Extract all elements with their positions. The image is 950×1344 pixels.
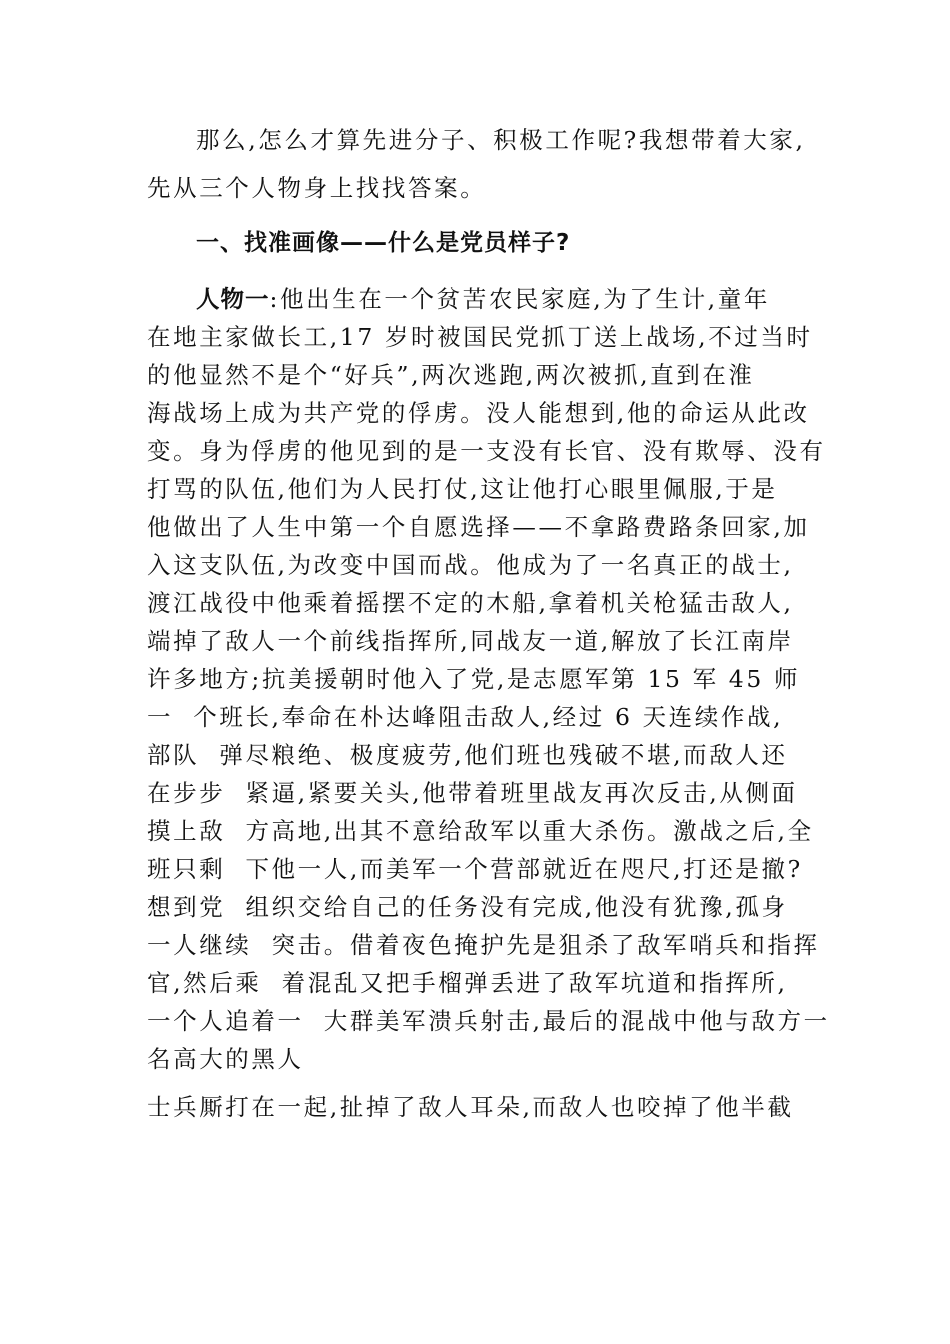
intro-line-1: 那么,怎么才算先进分子、积极工作呢?我想带着大家, [196, 126, 806, 154]
person1-line: 名高大的黑人 [147, 1045, 304, 1073]
person1-line: 的他显然不是个“好兵”,两次逃跑,两次被抓,直到在淮 [147, 361, 755, 389]
person1-line: 渡江战役中他乘着摇摆不定的木船,拿着机关枪猛击敌人, [147, 589, 794, 617]
person1-line: 许多地方;抗美援朝时他入了党,是志愿军第 15 军 45 师 [147, 665, 801, 693]
person1-line: 一个人追着一 大群美军溃兵射击,最后的混战中他与敌方一 [147, 1007, 830, 1035]
person1-line: 打骂的队伍,他们为人民打仗,这让他打心眼里佩服,于是 [147, 475, 778, 503]
person1-line: 一 个班长,奉命在朴达峰阻击敌人,经过 6 天连续作战, [147, 703, 784, 731]
person1-line-1 [196, 284, 817, 314]
person1-line: 变。身为俘虏的他见到的是一支没有长官、没有欺辱、没有 [147, 437, 826, 465]
person1-line-1-text: :他出生在一个贫苦农民家庭,为了生计,童年 [269, 285, 770, 313]
person1-line: 端掉了敌人一个前线指挥所,同战友一道,解放了长江南岸 [147, 627, 794, 655]
person1-line: 想到党 组织交给自己的任务没有完成,他没有犹豫,孤身 [147, 893, 788, 921]
person1-line: 官,然后乘 着混乱又把手榴弹丢进了敌军坑道和指挥所, [147, 969, 788, 997]
person1-line: 他做出了人生中第一个自愿选择——不拿路费路条回家,加 [147, 513, 810, 541]
person1-line: 部队 弹尽粮绝、极度疲劳,他们班也残破不堪,而敌人还 [147, 741, 788, 769]
person1-line: 班只剩 下他一人,而美军一个营部就近在咫尺,打还是撤? [147, 855, 803, 883]
intro-line-2: 先从三个人物身上找找答案。 [147, 174, 487, 202]
section-heading: 一、找准画像——什么是党员样子? [196, 230, 571, 256]
person1-line: 海战场上成为共产党的俘虏。没人能想到,他的命运从此改 [147, 399, 810, 427]
person1-line: 摸上敌 方高地,出其不意给敌军以重大杀伤。激战之后,全 [147, 817, 814, 845]
person1-line: 入这支队伍,为改变中国而战。他成为了一名真正的战士, [147, 551, 794, 579]
person1-lead: 人物一 [196, 285, 270, 313]
person1-line: 在步步 紧逼,紧要关头,他带着班里战友再次反击,从侧面 [147, 779, 798, 807]
person1-line: 一人继续 突击。借着夜色掩护先是狙杀了敌军哨兵和指挥 [147, 931, 820, 959]
person1-line: 士兵厮打在一起,扯掉了敌人耳朵,而敌人也咬掉了他半截 [147, 1093, 794, 1121]
person1-line: 在地主家做长工,17 岁时被国民党抓丁送上战场,不过当时 [147, 323, 813, 351]
